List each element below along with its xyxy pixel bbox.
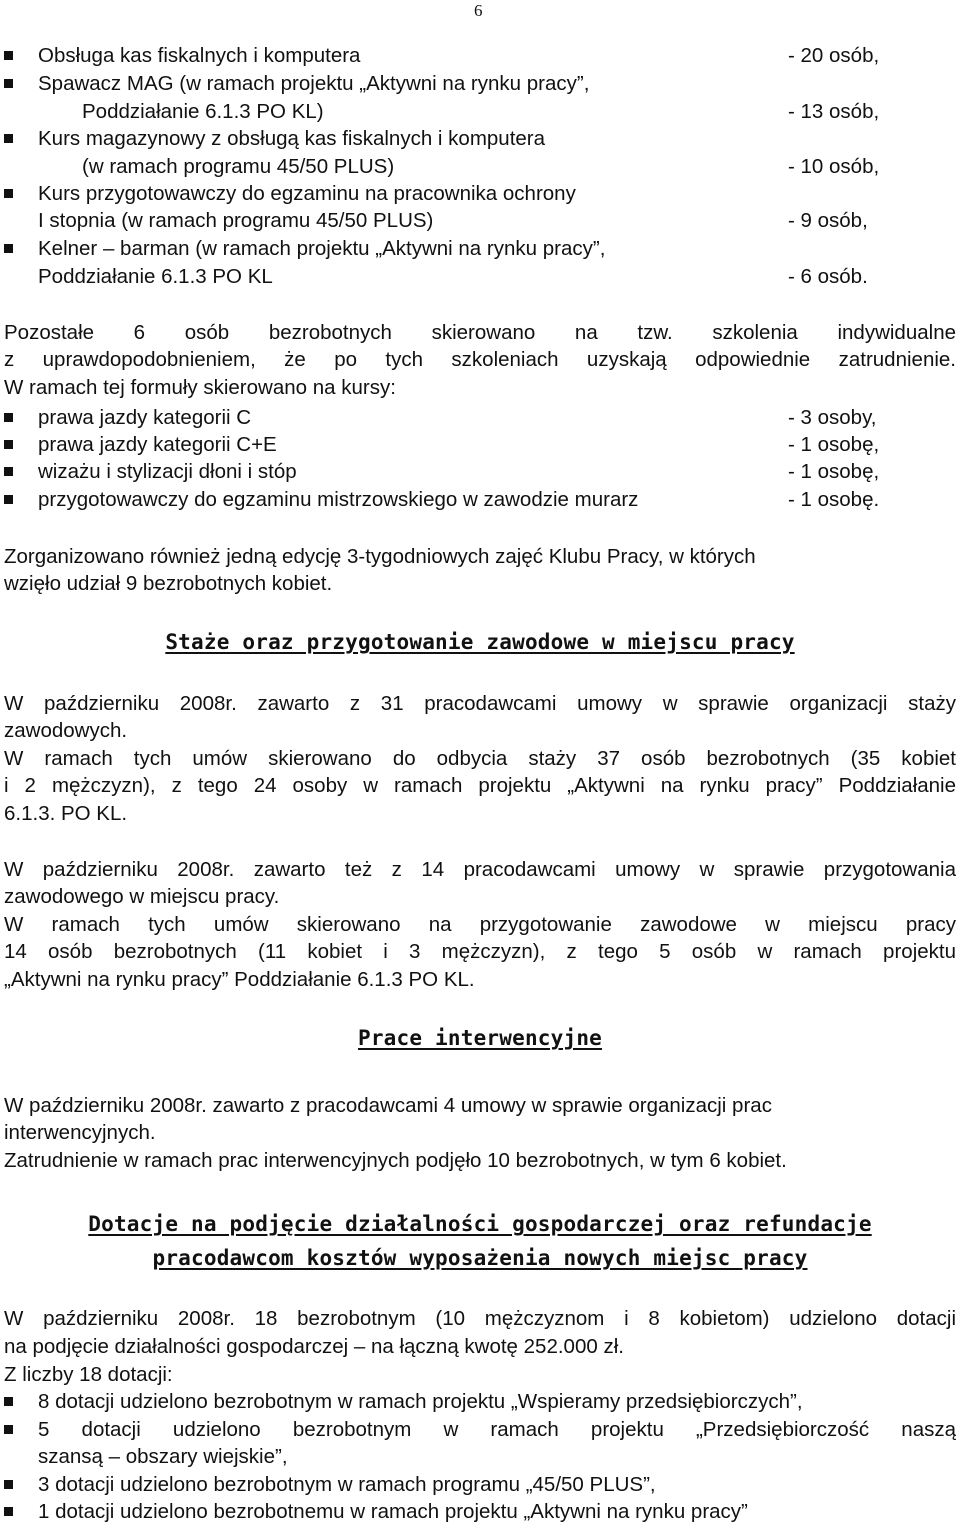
paragraph-line: Zatrudnienie w ramach prac interwencyjnych podjęło 10 bezrobotnych, w tym 6 kobiet.: [4, 1149, 787, 1172]
page-number: 6: [474, 1, 483, 20]
list-item-count: - 3 osoby,: [788, 406, 877, 429]
list-item: [0, 458, 960, 485]
paragraph-line: zawodowego w miejscu pracy.: [4, 885, 280, 908]
list-item-continuation: [0, 153, 960, 180]
list-item-continuation: [0, 263, 960, 290]
list-item: [0, 42, 960, 69]
list-item: [0, 431, 960, 458]
list-item-label: Poddziałanie 6.1.3 PO KL: [38, 265, 273, 288]
paragraph-line: W październiku 2008r. zawarto z 31 pracodawcami umowy w sprawie organizacji staży: [4, 692, 956, 715]
list-item: [0, 404, 960, 431]
paragraph-line: W październiku 2008r. zawarto też z 14 pracodawcami umowy w sprawie przygotowania: [4, 858, 956, 881]
list-item: [0, 180, 960, 207]
bullet-icon: [4, 1397, 13, 1406]
paragraph-line: 14 osób bezrobotnych (11 kobiet i 3 mężczyzn), z tego 5 osób w ramach projektu: [4, 940, 956, 963]
list-item-count: - 10 osób,: [788, 155, 880, 178]
list-item-count: - 9 osób,: [788, 209, 868, 232]
list-item-count: - 1 osobę,: [788, 460, 880, 483]
paragraph-line: W ramach tej formuły skierowano na kursy:: [4, 376, 396, 399]
list-item-continuation: [0, 98, 960, 125]
list-item-label: przygotowawczy do egzaminu mistrzowskiego w zawodzie murarz: [38, 488, 639, 511]
paragraph-line: zawodowych.: [4, 719, 128, 742]
list-item-count: - 6 osób.: [788, 265, 868, 288]
bullet-icon: [4, 189, 13, 198]
bullet-icon: [4, 79, 13, 88]
list-item: [0, 1416, 960, 1443]
bullet-icon: [4, 467, 13, 476]
list-item-label: I stopnia (w ramach programu 45/50 PLUS): [38, 209, 434, 232]
list-item-label: prawa jazdy kategorii C: [38, 406, 252, 429]
bullet-icon: [4, 244, 13, 253]
list-item-label: Kelner – barman (w ramach projektu „Aktywni na rynku pracy”,: [38, 237, 606, 260]
list-item-continuation: [0, 207, 960, 234]
section-heading-grants-line2: pracodawcom kosztów wyposażenia nowych miejsc pracy: [152, 1246, 808, 1270]
bullet-icon: [4, 1480, 13, 1489]
list-item-label: szansą – obszary wiejskie”,: [38, 1445, 288, 1468]
bullet-icon: [4, 134, 13, 143]
paragraph-line: Zorganizowano również jedną edycję 3-tygodniowych zajęć Klubu Pracy, w których: [4, 545, 756, 568]
list-item-label: 3 dotacji udzielono bezrobotnym w ramach programu „45/50 PLUS”,: [38, 1473, 656, 1496]
list-item-label: Kurs magazynowy z obsługą kas fiskalnych i komputera: [38, 127, 546, 150]
paragraph-line: i 2 mężczyzn), z tego 24 osoby w ramach projektu „Aktywni na rynku pracy” Poddziałanie: [4, 774, 956, 797]
list-item-label: 5 dotacji udzielono bezrobotnym w ramach projektu „Przedsiębiorczość naszą: [38, 1418, 956, 1441]
list-item-label: 1 dotacji udzielono bezrobotnemu w ramach projektu „Aktywni na rynku pracy”: [38, 1500, 748, 1523]
bullet-icon: [4, 1507, 13, 1516]
section-heading-intervention-works: Prace interwencyjne: [357, 1026, 603, 1050]
paragraph-line: wzięło udział 9 bezrobotnych kobiet.: [4, 572, 333, 595]
bullet-icon: [4, 413, 13, 422]
paragraph-line: na podjęcie działalności gospodarczej – na łączną kwotę 252.000 zł.: [4, 1335, 624, 1358]
list-item-count: - 1 osobę.: [788, 488, 880, 511]
list-item-count: - 20 osób,: [788, 44, 880, 67]
list-item-label: (w ramach programu 45/50 PLUS): [82, 155, 395, 178]
list-item-continuation: [0, 1443, 960, 1470]
section-heading-grants: Dotacje na podjęcie działalności gospodarczej oraz refundacje: [88, 1212, 872, 1236]
paragraph-line: Z liczby 18 dotacji:: [4, 1363, 173, 1386]
paragraph-line: z uprawdopodobnieniem, że po tych szkoleniach uzyskają odpowiednie zatrudnienie.: [4, 348, 956, 371]
list-item-label: Poddziałanie 6.1.3 PO KL): [82, 100, 324, 123]
list-item: [0, 70, 960, 97]
list-item: [0, 235, 960, 262]
paragraph-line: W ramach tych umów skierowano do odbycia staży 37 osób bezrobotnych (35 kobiet: [4, 747, 956, 770]
bullet-icon: [4, 440, 13, 449]
bullet-icon: [4, 495, 13, 504]
paragraph-line: 6.1.3. PO KL.: [4, 802, 128, 825]
list-item: [0, 1498, 960, 1525]
list-item-label: prawa jazdy kategorii C+E: [38, 433, 277, 456]
paragraph-line: „Aktywni na rynku pracy” Poddziałanie 6.1.3 PO KL.: [4, 968, 475, 991]
list-item-count: - 13 osób,: [788, 100, 880, 123]
section-heading-internships: Staże oraz przygotowanie zawodowe w miejscu pracy: [165, 630, 795, 654]
list-item: [0, 1388, 960, 1415]
list-item-label: 8 dotacji udzielono bezrobotnym w ramach projektu „Wspieramy przedsiębiorczych”,: [38, 1390, 803, 1413]
bullet-icon: [4, 1425, 13, 1434]
list-item-label: Obsługa kas fiskalnych i komputera: [38, 44, 361, 67]
list-item-count: - 1 osobę,: [788, 433, 880, 456]
paragraph-line: W październiku 2008r. zawarto z pracodawcami 4 umowy w sprawie organizacji prac: [4, 1094, 772, 1117]
bullet-icon: [4, 51, 13, 60]
list-item: [0, 125, 960, 152]
list-item-label: wizażu i stylizacji dłoni i stóp: [38, 460, 297, 483]
paragraph-line: interwencyjnych.: [4, 1121, 156, 1144]
paragraph-line: W październiku 2008r. 18 bezrobotnym (10 mężczyznom i 8 kobietom) udzielono dotacji: [4, 1307, 956, 1330]
list-item: [0, 486, 960, 513]
paragraph-line: Pozostałe 6 osób bezrobotnych skierowano na tzw. szkolenia indywidualne: [4, 321, 956, 344]
paragraph-line: W ramach tych umów skierowano na przygotowanie zawodowe w miejscu pracy: [4, 913, 956, 936]
list-item-label: Spawacz MAG (w ramach projektu „Aktywni na rynku pracy”,: [38, 72, 590, 95]
list-item: [0, 1471, 960, 1498]
list-item-label: Kurs przygotowawczy do egzaminu na pracownika ochrony: [38, 182, 576, 205]
